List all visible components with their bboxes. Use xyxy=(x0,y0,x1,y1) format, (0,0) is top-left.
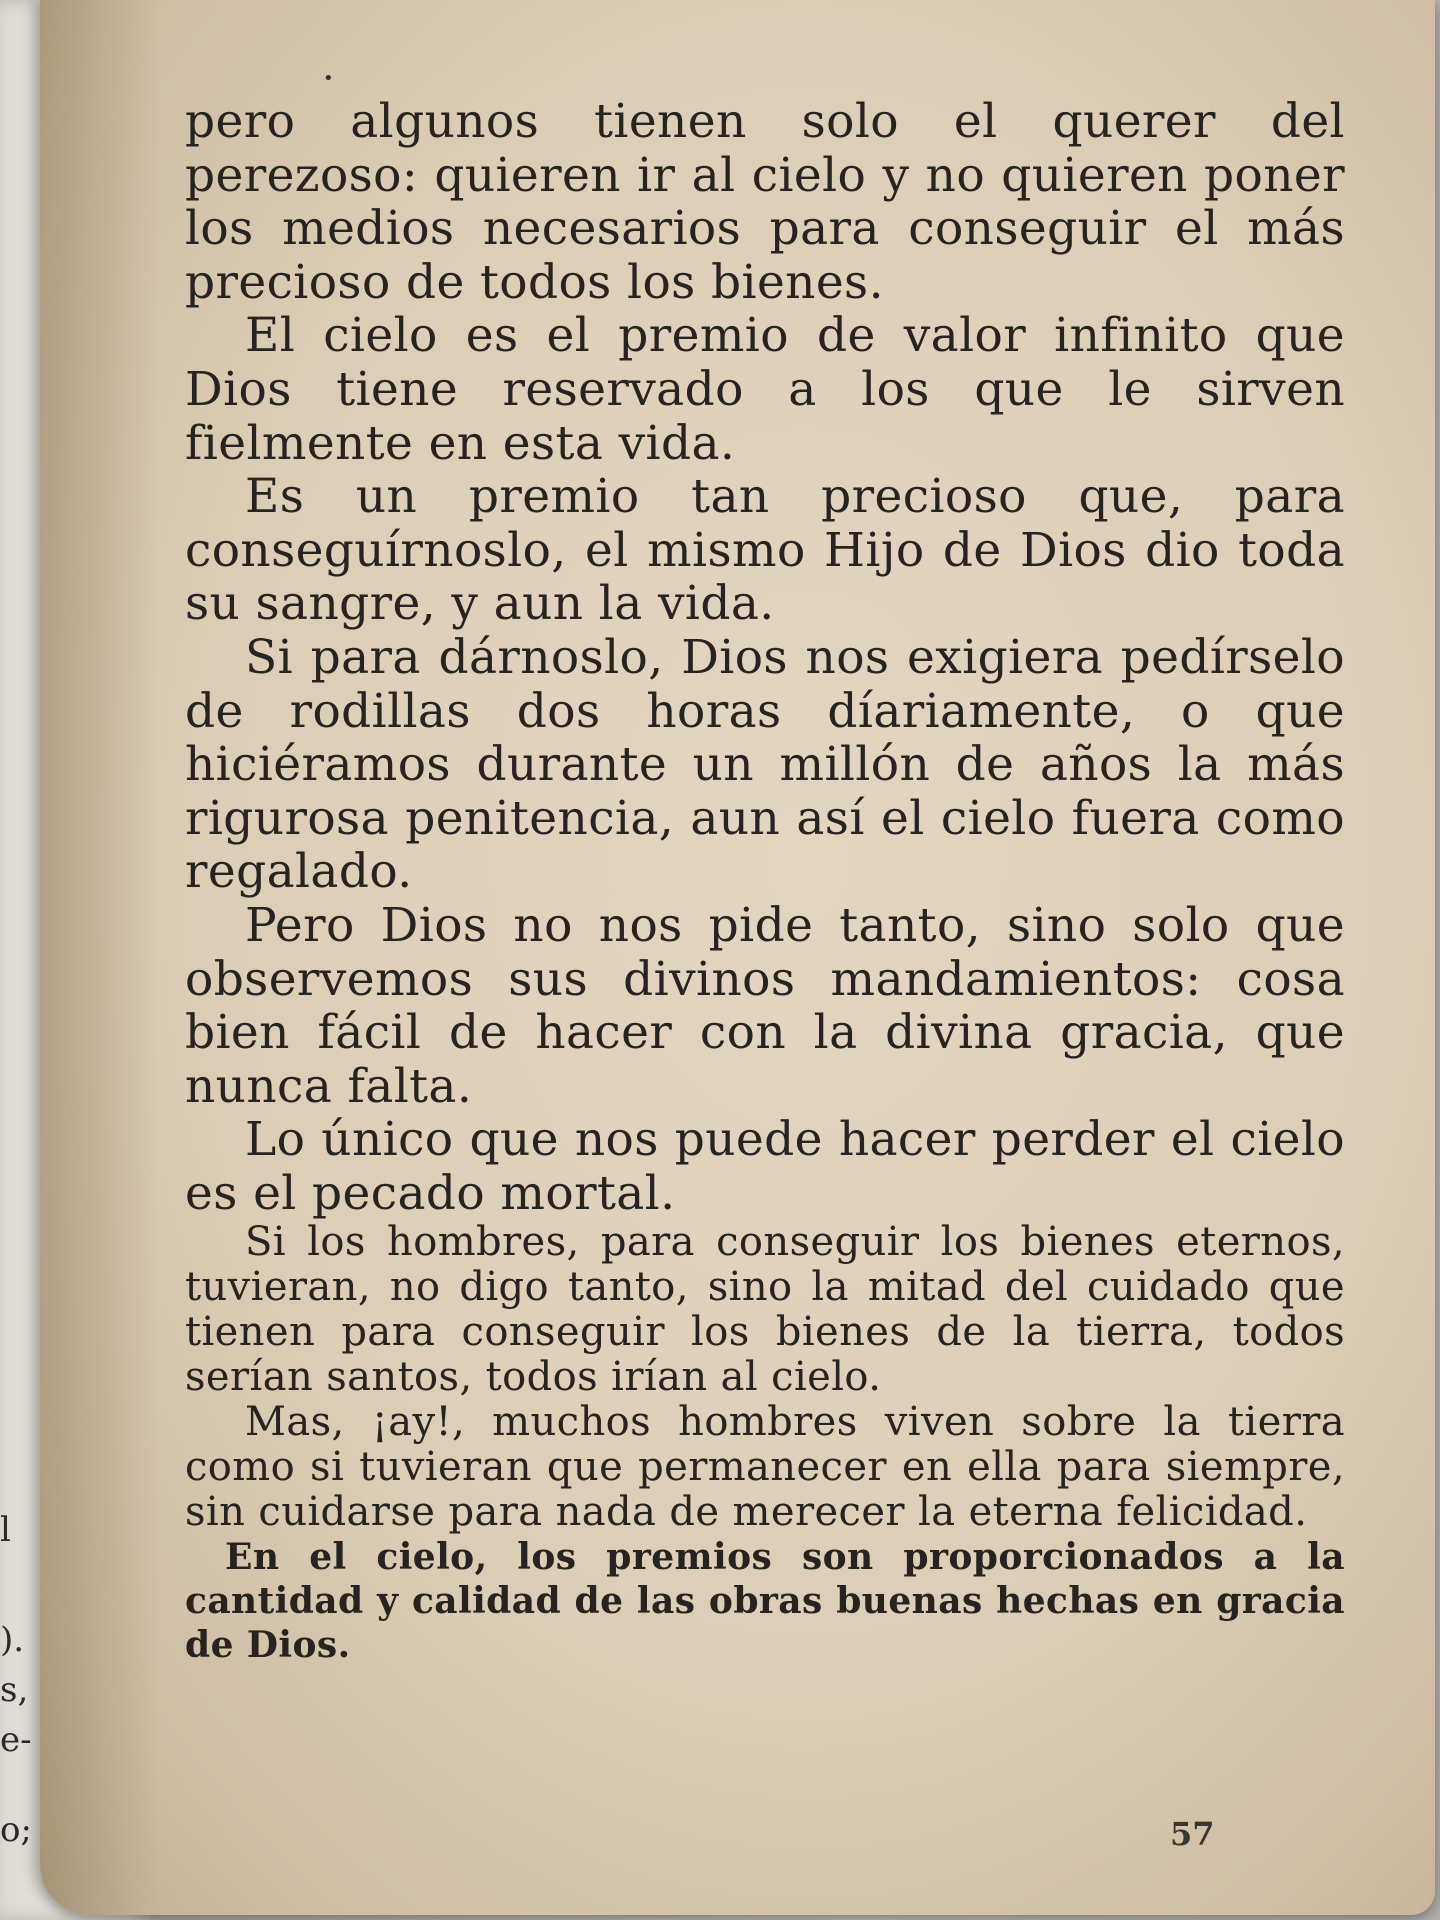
fragment-text: l xyxy=(0,1510,11,1550)
paragraph: El cielo es el premio de valor infinito que Dios tiene reservado a los que le sirven fielmente en esta vida. xyxy=(185,308,1345,471)
fragment-text: s, xyxy=(0,1670,29,1710)
bold-summary-paragraph: En el cielo, los premios son proporcionados a la cantidad y calidad de las obras buenas hechas en gracia de Dios. xyxy=(185,1536,1345,1667)
paragraph: Lo único que nos puede hacer perder el cielo es el pecado mortal. xyxy=(185,1112,1345,1221)
book-page xyxy=(40,0,1435,1915)
ink-speck: • xyxy=(323,68,334,89)
paragraph: pero algunos tienen solo el querer del perezoso: quieren ir al cielo y no quieren poner los medios necesarios para conseguir el más precioso de todos los bienes. xyxy=(185,94,1345,310)
paragraph: Pero Dios no nos pide tanto, sino solo que observemos sus divinos mandamientos: cosa bien fácil de hacer con la divina gracia, que nunca falta. xyxy=(185,897,1345,1114)
page-number: 57 xyxy=(1170,1815,1215,1853)
paragraph: Si para dárnoslo, Dios nos exigiera pedírselo de rodillas dos horas díariamente, o que hiciéramos durante un millón de años la más rigurosa penitencia, aun así el cielo fuera como regalado. xyxy=(185,629,1345,900)
paragraph: Es un premio tan precioso que, para conseguírnoslo, el mismo Hijo de Dios dio toda su sangre, y aun la vida. xyxy=(185,469,1345,632)
paragraph: Mas, ¡ay!, muchos hombres viven sobre la tierra como si tuvieran que permanecer en ella para siempre, sin cuidarse para nada de merecer la eterna felicidad. xyxy=(185,1399,1345,1536)
paragraph: Si los hombres, para conseguir los bienes eternos, tuvieran, no digo tanto, sino la mitad del cuidado que tienen para conseguir los bienes de la tierra, todos serían santos, todos irían al cielo. xyxy=(185,1219,1345,1401)
fragment-text: o; xyxy=(0,1810,32,1850)
fragment-text: ). xyxy=(0,1620,25,1660)
page-body-text xyxy=(185,95,1345,1667)
fragment-text: e- xyxy=(0,1720,32,1760)
